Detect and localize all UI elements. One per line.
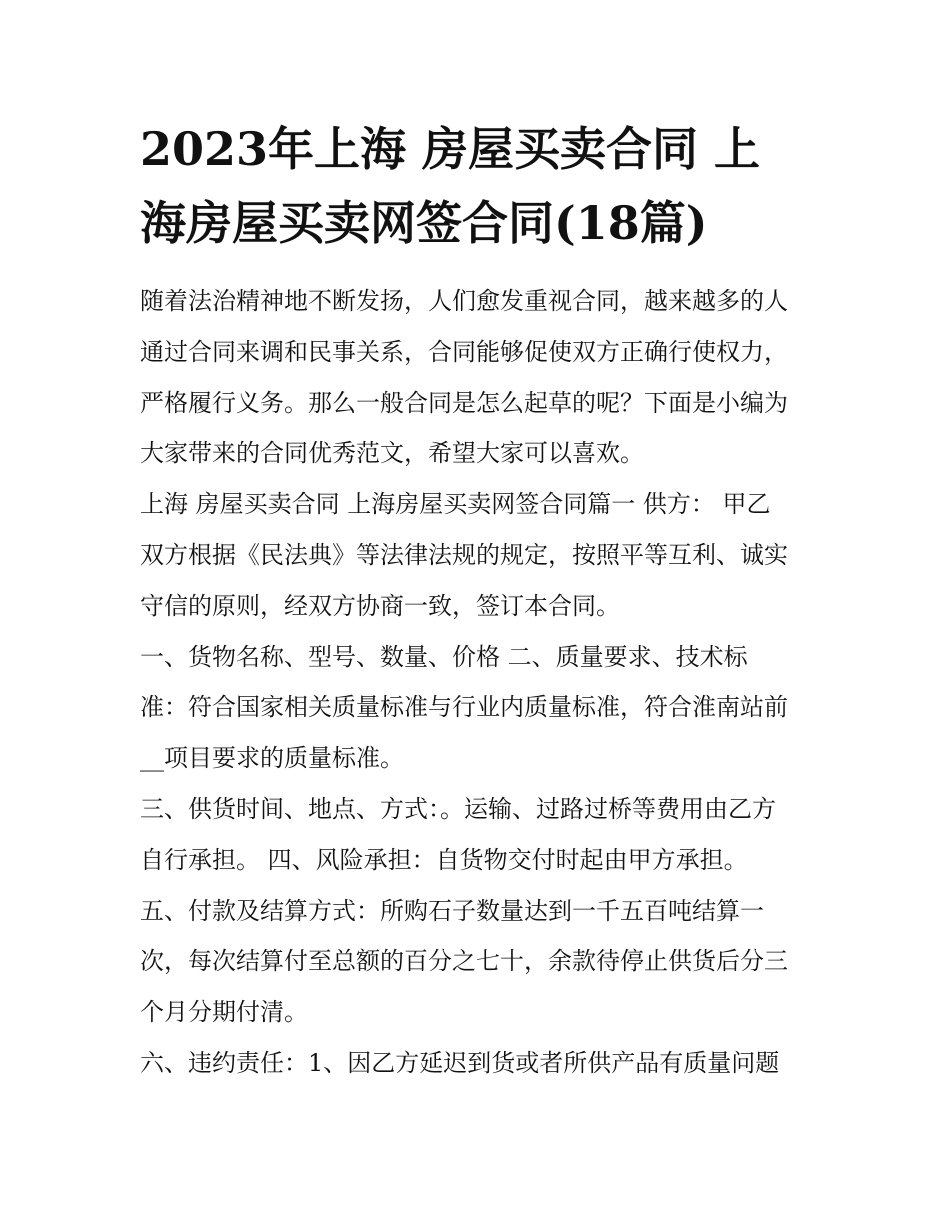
text-line: 大家带来的合同优秀范文，希望大家可以喜欢。	[140, 439, 644, 468]
paragraph-contract-intro	[140, 479, 820, 631]
paragraph-clause-6	[140, 1038, 820, 1089]
text-line: 准：符合国家相关质量标准与行业内质量标准，符合淮南站前	[140, 693, 788, 722]
text-line: 六、违约责任：1、因乙方延迟到货或者所供产品有质量问题	[140, 1048, 780, 1077]
title-line: 2023年上海 房屋买卖合同 上	[140, 122, 761, 176]
document-body	[140, 276, 820, 1089]
text-line: 五、付款及结算方式：所购石子数量达到一千五百吨结算一	[140, 896, 764, 925]
document-page	[140, 112, 820, 1089]
paragraph-clause-1-2	[140, 632, 820, 784]
document-title	[140, 112, 820, 260]
text-line: 双方根据《民法典》等法律法规的规定，按照平等互利、诚实	[140, 540, 788, 569]
text-line: 个月分期付清。	[140, 998, 308, 1027]
paragraph-clause-5	[140, 886, 820, 1038]
title-line: 海房屋买卖网签合同(18篇)	[140, 196, 708, 250]
text-line: 三、供货时间、地点、方式：。运输、过路过桥等费用由乙方	[140, 794, 776, 823]
paragraph-intro	[140, 276, 820, 479]
paragraph-clause-3-4	[140, 784, 820, 886]
text-line: 自行承担。 四、风险承担：自货物交付时起由甲方承担。	[140, 845, 748, 874]
text-line: 一、货物名称、型号、数量、价格 二、质量要求、技术标	[140, 642, 748, 671]
text-line: 守信的原则，经双方协商一致，签订本合同。	[140, 591, 620, 620]
text-line: 次，每次结算付至总额的百分之七十，余款待停止供货后分三	[140, 947, 788, 976]
text-line: 严格履行义务。那么一般合同是怎么起草的呢？下面是小编为	[140, 388, 788, 417]
text-line: 通过合同来调和民事关系，合同能够促使双方正确行使权力，	[140, 337, 788, 366]
text-line: __项目要求的质量标准。	[140, 744, 404, 773]
text-line: 上海 房屋买卖合同 上海房屋买卖网签合同篇一 供方： 甲乙	[140, 490, 771, 519]
text-line: 随着法治精神地不断发扬，人们愈发重视合同，越来越多的人	[140, 287, 788, 315]
